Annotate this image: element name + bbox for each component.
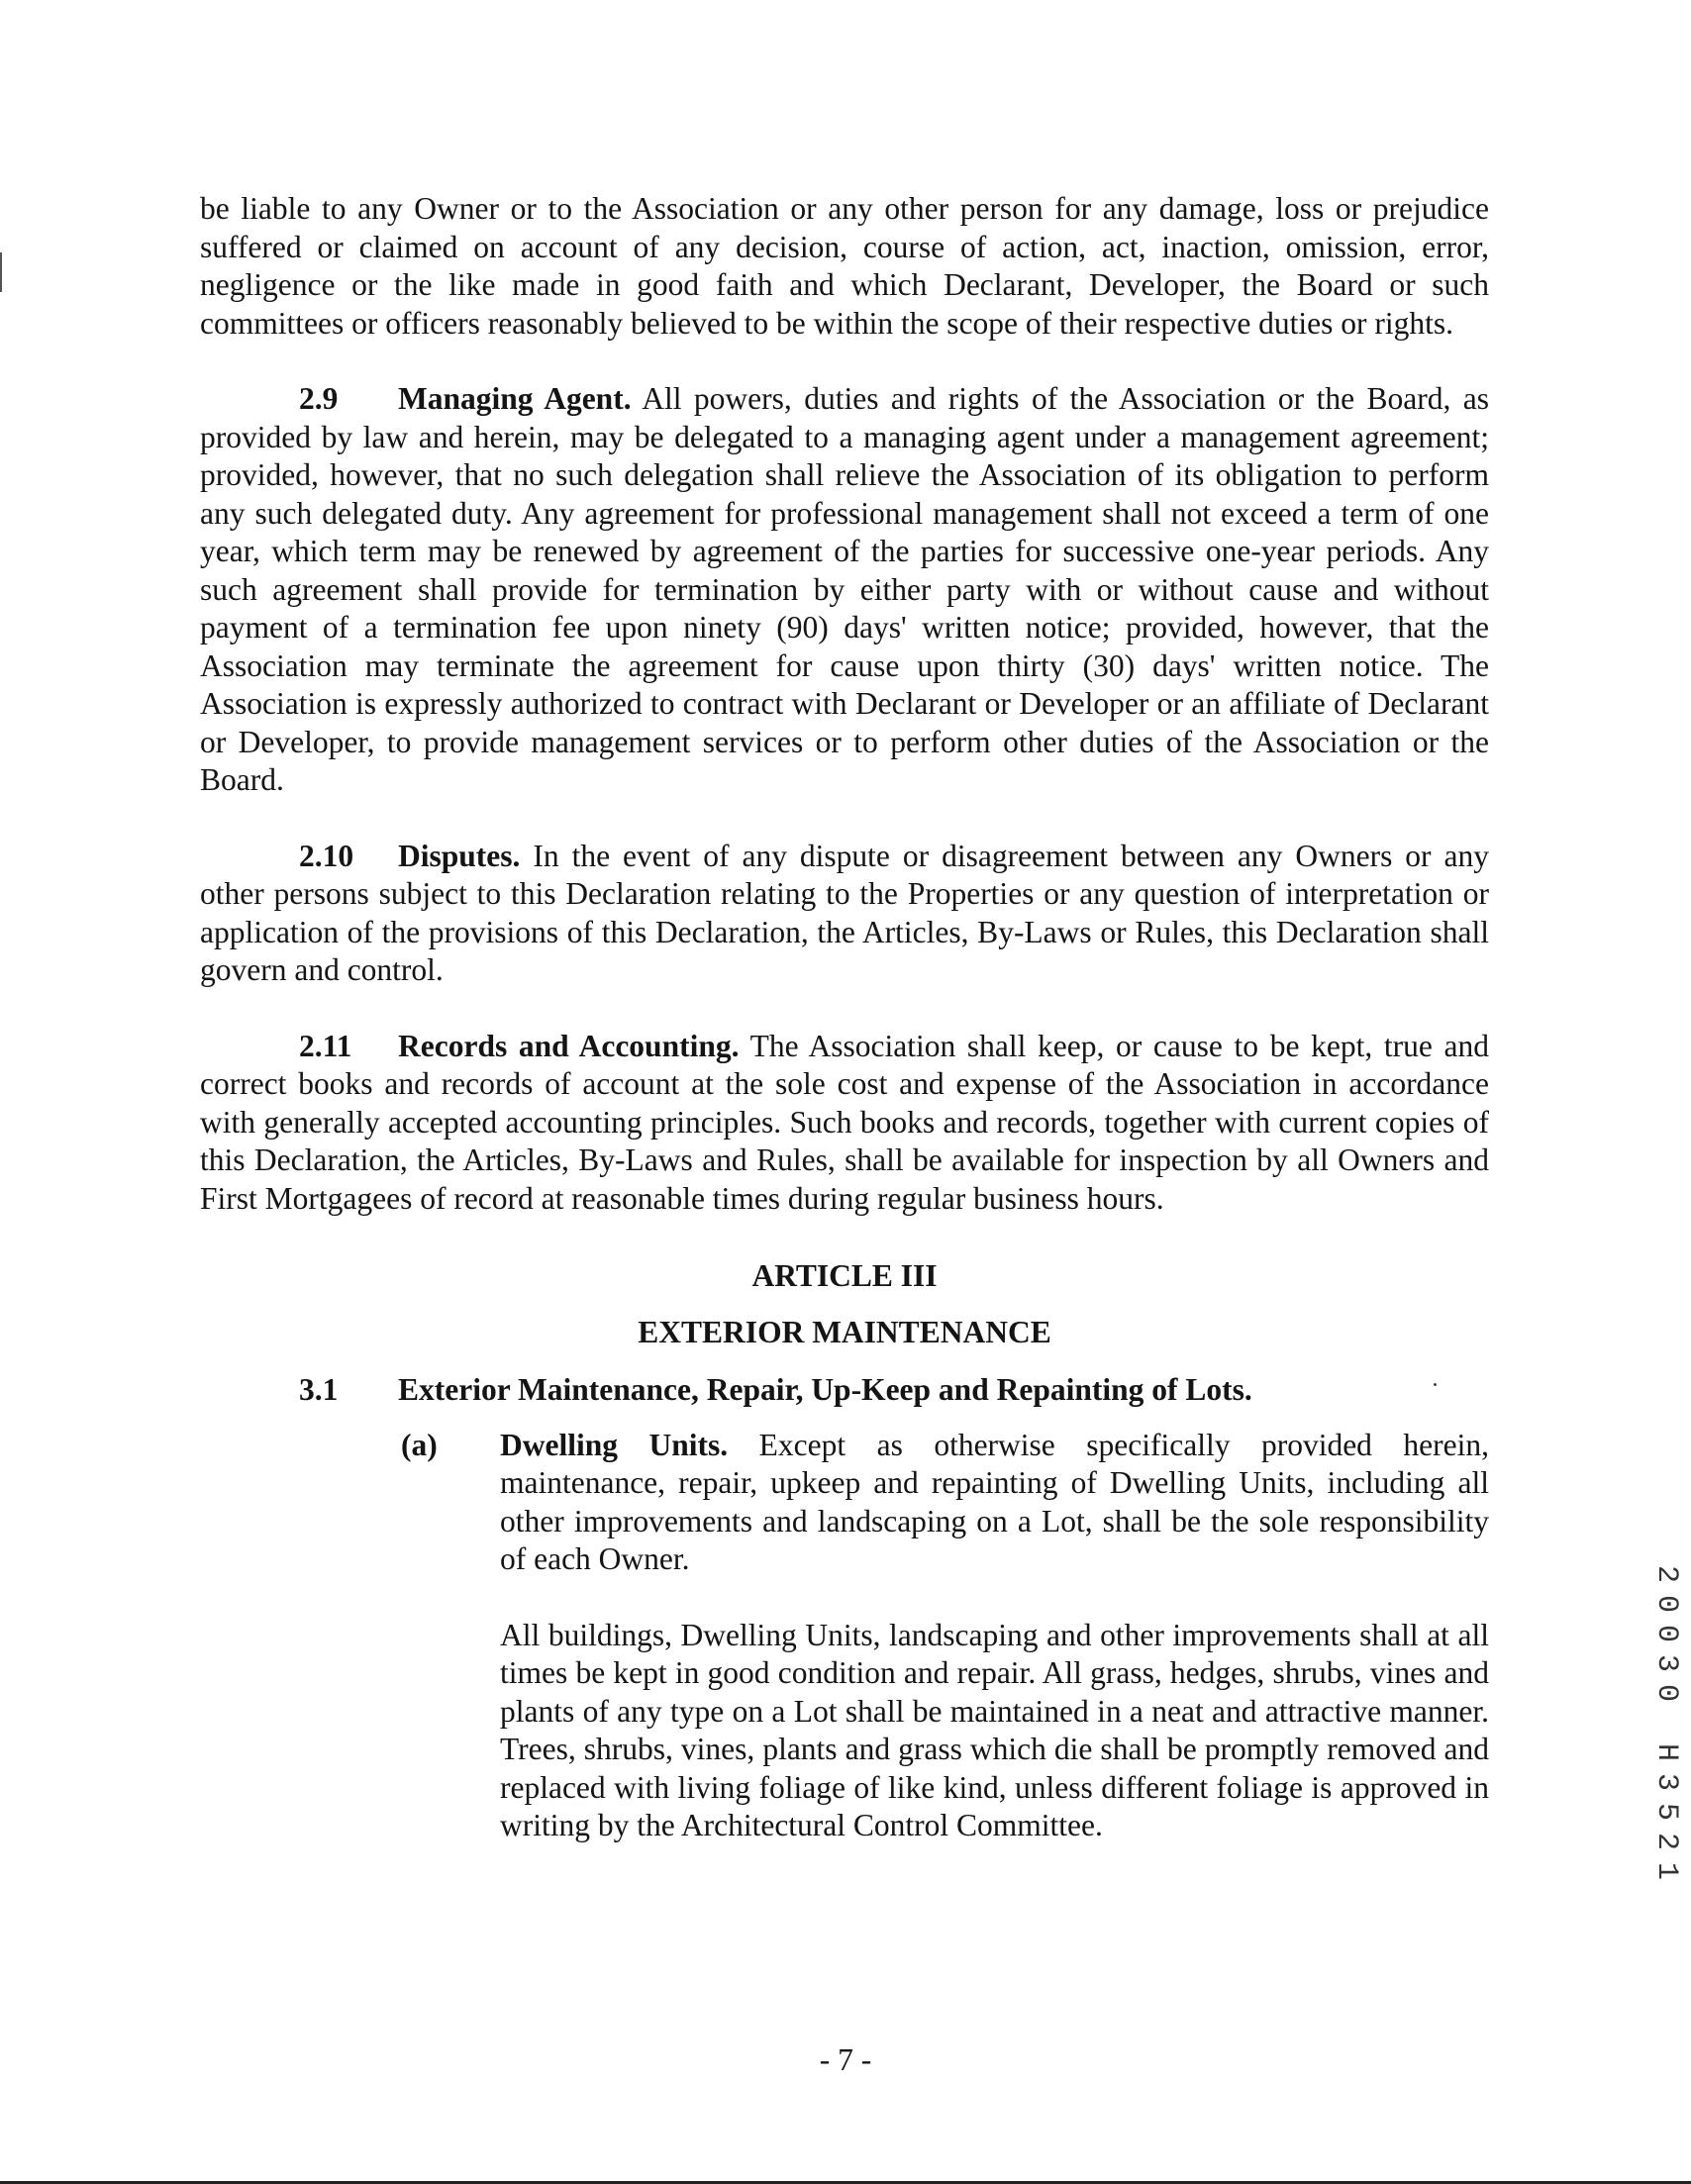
page-number: - 7 - bbox=[819, 2042, 872, 2077]
section-title: Disputes. bbox=[398, 838, 521, 873]
item-label: (a) bbox=[401, 1427, 438, 1462]
subsection-3-1 bbox=[299, 1371, 1489, 1410]
section-2-9 bbox=[200, 380, 1489, 800]
item-a-paragraph-2: All buildings, Dwelling Units, landscaping and other improvements shall at all times be kept in good condition and repair. All grass, hedges, shrubs, vines and plants of any type on a Lot shall be maintained in a neat and attractive manner. Trees, shrubs, vines, plants and grass which die shall be promptly removed and replaced with living foliage of like kind, unless different foliage is approved in writing by the Architectural Control Committee. bbox=[500, 1617, 1489, 1842]
intro-paragraph: be liable to any Owner or to the Association or any other person for any damage, loss or prejudice suffered or claimed on account of any decision, course of action, act, inaction, omission, error, negligence or the like made in good faith and which Declarant, Developer, the Board or such committees or officers reasonably believed to be within the scope of their respective duties or rights. bbox=[200, 191, 1489, 341]
scan-edge-mark bbox=[0, 252, 2, 292]
item-title: Dwelling Units. bbox=[500, 1427, 729, 1462]
document-body bbox=[200, 190, 1489, 1845]
section-title: Records and Accounting. bbox=[398, 1028, 740, 1063]
section-number: 2.10 bbox=[299, 838, 354, 873]
item-text: Except as otherwise specifically provided herein, maintenance, repair, upkeep and repainting of Dwelling Units, including all other improvements and landscaping on a Lot, shall be the sole responsibility of each Owner. bbox=[500, 1427, 1489, 1576]
section-title: Managing Agent. bbox=[398, 381, 632, 416]
section-text: All powers, duties and rights of the Association or the Board, as provided by law and herein, may be delegated to a managing agent under a management agreement; provided, however, that no such delegation shall relieve the Association of its obligation to perform any such delegated duty. Any agreement for professional management shall not exceed a term of one year, which term may be renewed by agreement of the parties for successive one-year periods. Any such agreement shall provide for termination by either party with or without cause and without payment of a termination fee upon ninety (90) days' written notice; provided, however, that the Association may terminate the agreement for cause upon thirty (30) days' written notice. The Association is expressly authorized to contract with Declarant or Developer or an affiliate of Declarant or Developer, to provide management services or to perform other duties of the Association or the Board. bbox=[200, 381, 1489, 797]
section-2-11 bbox=[200, 1028, 1489, 1219]
section-number: 2.11 bbox=[299, 1028, 352, 1063]
item-a bbox=[401, 1427, 1489, 1579]
section-2-10 bbox=[200, 838, 1489, 990]
scan-speck bbox=[1434, 1383, 1437, 1386]
recording-stamp-text: 20030 H3521 bbox=[1649, 1564, 1683, 1893]
article-title: EXTERIOR MAINTENANCE bbox=[638, 1314, 1051, 1349]
recording-stamp bbox=[1646, 1564, 1686, 1893]
section-number: 2.9 bbox=[299, 381, 339, 416]
subsection-title: Exterior Maintenance, Repair, Up-Keep and Repainting of Lots. bbox=[398, 1372, 1252, 1407]
section-text: The Association shall keep, or cause to be kept, true and correct books and records of account at the sole cost and expense of the Association in accordance with generally accepted accounting principles. Such books and records, together with current copies of this Declaration, the Articles, By-Laws and Rules, shall be available for inspection by all Owners and First Mortgagees of record at reasonable times during regular business hours. bbox=[200, 1028, 1489, 1216]
section-text: In the event of any dispute or disagreement between any Owners or any other persons subject to this Declaration relating to the Properties or any question of interpretation or application of the provisions of this Declaration, the Articles, By-Laws or Rules, this Declaration shall govern and control. bbox=[200, 838, 1489, 987]
article-heading: ARTICLE III bbox=[751, 1258, 938, 1293]
subsection-number: 3.1 bbox=[299, 1372, 339, 1407]
